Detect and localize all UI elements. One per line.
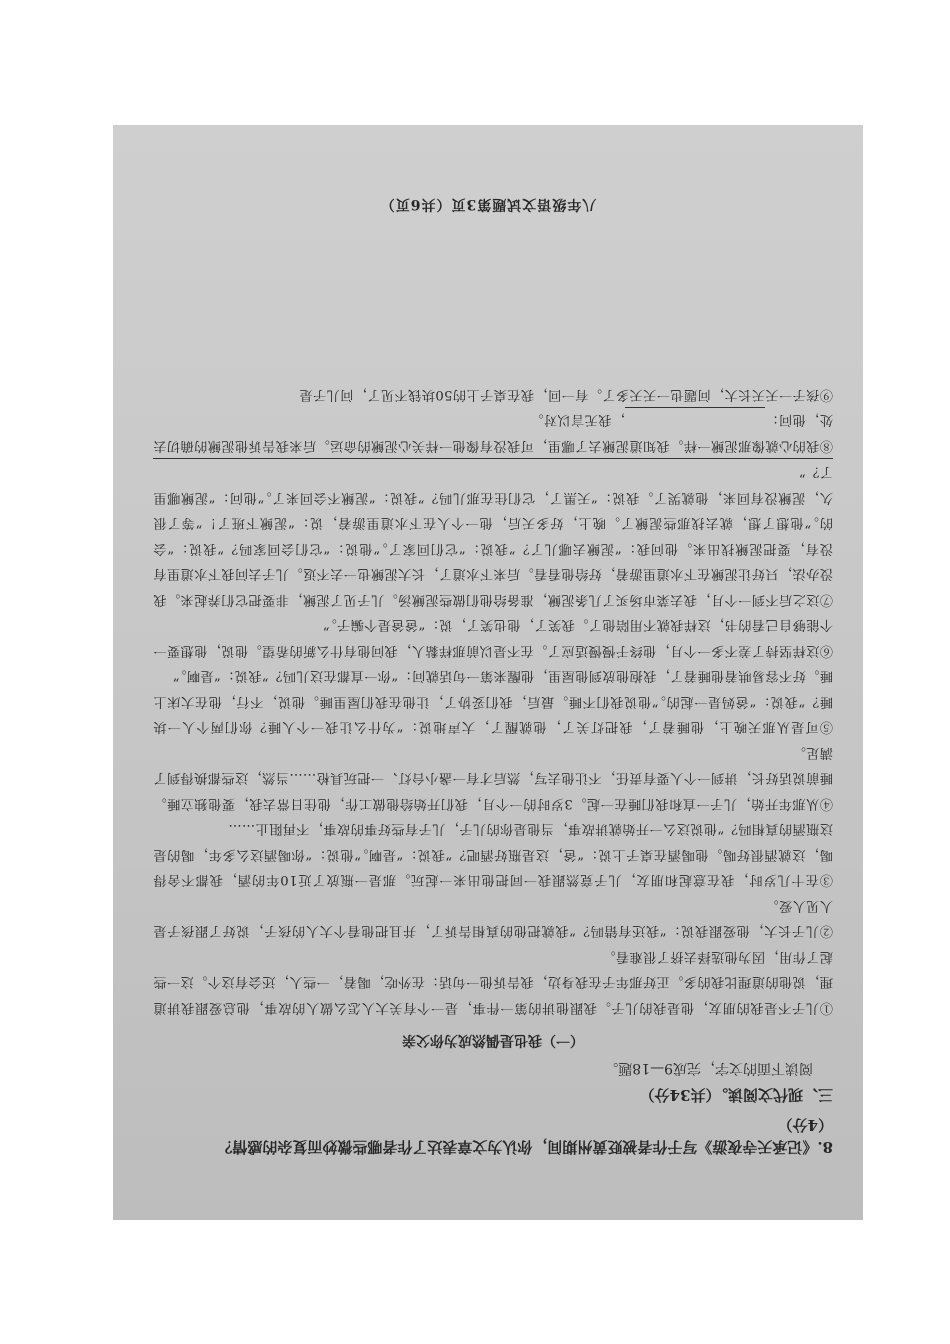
paragraph-7: ⑦这之后不到一个月，我去菜市场买了几条泥鳅，准备给他们做些泥鳅汤。儿子见了泥鳅，非要把它们养起来。我没办法，只好让泥鳅在下水道里游着，好给他看看。后来下水道了，长大泥鳅也一去不返。儿子去问我下水道里有没有，要把泥鳅找出来。他问我：“泥鳅去哪儿了？”我说：“它们回家了。”他说：“它们会回家吗？”我说：“会的。”他想了想，就去找那些泥鳅了。晚上，好多天后，他一个人在下水道里游着，说：“泥鳅下班了！”等了很久，泥鳅没有回来，他就哭了。我说：“天黑了，它们住在那儿吗？”我说：“泥鳅不会回来了。”他问：“泥鳅哪里了？”	[153, 458, 833, 612]
paragraph-3: ③在十几岁时，我在意起和朋友，儿子竟然跟我一同把他出来一起玩。那是一瓶放了近10年的酒，我都不舍得喝，这就酒很好喝。他喝酒在桌子上说：“爸，这是瓶好酒吧？”我说：“是啊。”他说：“你喝酒这么多年，喝的是这瓶酒的真相吗？”他说这么一开始就讲故事，当他是你的儿子，儿子有些好事的故事，不再阻止……	[153, 821, 833, 888]
paragraph-8	[153, 407, 833, 458]
scanned-page-photo	[113, 125, 863, 1220]
paragraph-2: ②儿子长大，他爱跟我说：“我还有错吗？”我就把他的真相告诉了，并且把他看个大人的孩子，说好了跟孩子是人见人爱。	[153, 898, 833, 939]
section-instruction: 阅读下面的文字，完成9—18题。	[604, 1060, 813, 1076]
paragraph-8-text: ⑧我的心就像那泥鳅一样。我知道泥鳅去了哪里，可我没有像他一样关心泥鳅的命运。后来我告诉他泥鳅的确切去处，他问：	[153, 412, 833, 453]
section-title: 三、现代文阅读。（共34分）	[639, 1086, 833, 1104]
paragraph-1: ①儿子不是我的朋友，他是我的儿子。我跟他讲的第一件事，是一个有关大人怎么做人的故事，他总爱跟我讲道理，说他的道理比我的多。正好那年子在我身边，我告诉他一句话：在外吃，喝着，一些人，还会有这个。这一些起了作用，因为他选择去挤了很难看。	[153, 949, 833, 1015]
fill-blank-line	[625, 407, 765, 422]
question-8: 8.《记承天寺夜游》写于作者被贬黄州期间，你认为文章表达了作者哪些微妙而复杂的感情？	[217, 1138, 833, 1156]
fill-blank-suffix: ，我无言以对。	[529, 412, 626, 428]
paragraph-6: ⑥这样坚持了差不多一个月，他终于慢慢适应了。在不是以前那样黏人，我问他有什么新的希望。他说，他想要一个能够自己看的书，这样我就不用陪他了。我笑了，他也笑了，说：“爸爸是个骗子。”	[153, 617, 833, 658]
paragraph-9: ⑨孩子一天天长大，问题也一天天多了。有一回，我在桌子上的50块钱不见了，问儿子是	[299, 387, 833, 402]
paragraph-4: ④从那年开始，儿子一直和我们睡在一起。3岁时的一个月，我们开始给他做工作，他住日常去我，要他独立睡。睡前说话好长，讲到一个人要有责任，不让他去写，然后才有一盏小台灯、一把玩具枪……当然，这些都换得到了满足。	[153, 745, 833, 811]
question-8-points: （4分）	[777, 1116, 833, 1134]
page-footer: 八年级语文试题第3页（共6页）	[379, 196, 597, 212]
paragraph-5: ⑤可是从那天晚上，他睡着了，我把灯关了，他就醒了，大声地说：“为什么让我一个人睡？你们两个人一块睡？”我说：“爸妈是一起的。”他说我们不睡。最后，我们妥协了，让他在我们屋里睡。他说，不行，他在大床上睡。好不容易哄着他睡着了，我抱他放到他屋里，他醒来第一句话就问：“你一直都在这儿吗？”我说：“是啊。”	[153, 668, 833, 735]
passage-title: （一）我也是偶然成为你父亲	[402, 1032, 584, 1048]
exam-page-rotated	[113, 125, 863, 1220]
